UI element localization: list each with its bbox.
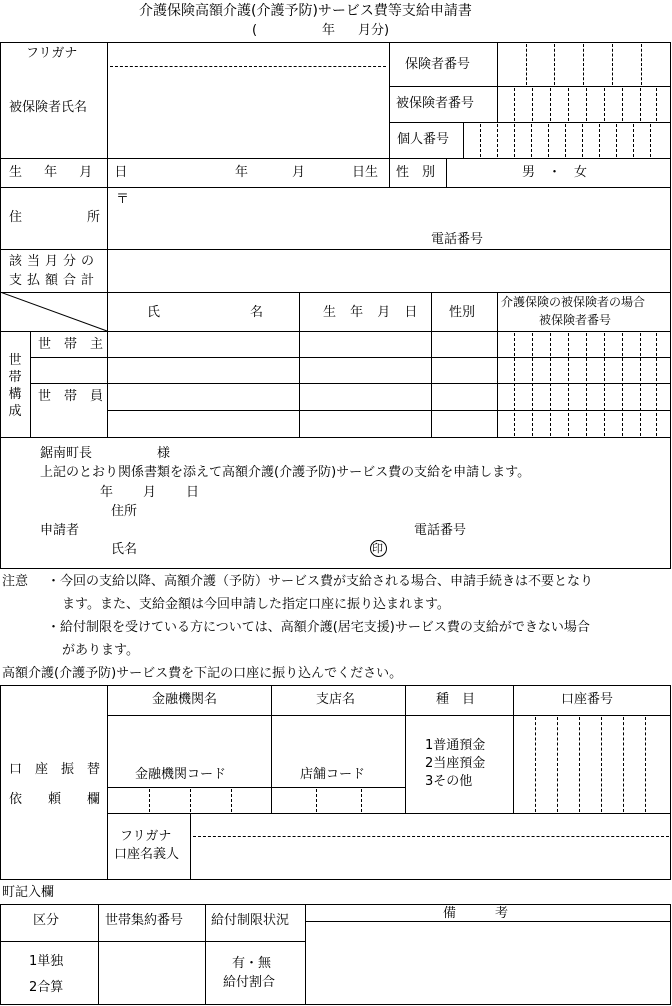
total-amount-field[interactable] <box>110 252 668 290</box>
diagonal-header-line <box>0 292 108 332</box>
kubun-header: 区分 <box>33 913 60 928</box>
request-address-label: 住所 <box>111 504 138 519</box>
restriction-option-2[interactable]: 給付割合 <box>223 975 276 990</box>
personal-no-label: 個人番号 <box>397 132 450 147</box>
request-month: 月 <box>143 485 157 500</box>
household-head-label: 世 帯 主 <box>38 337 104 352</box>
kubun-option-1[interactable]: 1単独 <box>29 954 64 969</box>
holder-label: 口座名義人 <box>114 847 180 862</box>
bank-name-field[interactable] <box>110 718 269 766</box>
postal-mark: 〒 <box>116 192 130 207</box>
bank-code-label: 金融機関コード <box>135 767 227 782</box>
household-side-label: 世 帯 構 成 <box>8 353 22 419</box>
remarks-header: 備 考 <box>443 906 509 921</box>
type-option-3[interactable]: 3その他 <box>425 774 473 789</box>
type-header: 種 目 <box>436 692 476 707</box>
branch-code-label: 店舗コード <box>300 767 366 782</box>
request-phone-label: 電話番号 <box>414 523 467 538</box>
applicant-label: 申請者 <box>40 523 80 538</box>
insured-name-field[interactable] <box>110 70 386 156</box>
insured-name-label: 被保険者氏名 <box>9 100 88 115</box>
total-label-1: 該当月分の <box>9 254 100 269</box>
bank-side-label-2: 依 頼 欄 <box>9 792 101 807</box>
setai-no-header: 世帯集約番号 <box>105 913 184 928</box>
seal-mark: 印 <box>370 540 387 557</box>
household-col-sex: 性別 <box>449 305 476 320</box>
sex-options[interactable]: 男 ・ 女 <box>522 165 588 180</box>
request-name-label: 氏名 <box>111 542 138 557</box>
insured-no-field[interactable] <box>498 87 670 121</box>
period-open: ( <box>252 23 258 38</box>
personal-no-field[interactable] <box>464 123 670 157</box>
household-col-birth: 生 年 月 日 <box>323 305 423 320</box>
note-1b: ます。また、支給金額は今回申請した指定口座に振り込まれます。 <box>62 597 450 612</box>
branch-header: 支店名 <box>316 692 356 707</box>
addressee: 鋸南町長 <box>40 446 93 461</box>
type-option-1[interactable]: 1普通預金 <box>425 738 486 753</box>
address-field[interactable] <box>128 190 668 230</box>
town-section-label: 町記入欄 <box>2 885 55 900</box>
insurer-no-label: 保険者番号 <box>405 57 471 72</box>
addressee-sama: 様 <box>157 446 171 461</box>
birth-year: 年 <box>235 165 249 180</box>
household-col-note-1: 介護保険の被保険者の場合 <box>501 295 646 309</box>
birth-label: 生 年 月 日 <box>9 165 137 180</box>
restriction-header: 給付制限状況 <box>211 913 290 928</box>
note-2a: ・給付制限を受けている方については、高額介護(居宅支援)サービス費の支給ができない場合 <box>47 620 590 635</box>
town-table <box>0 904 671 1005</box>
notes-label: 注意 <box>2 574 29 589</box>
kubun-option-2[interactable]: 2合算 <box>29 980 64 995</box>
period-year: 年 <box>322 23 336 38</box>
type-option-2[interactable]: 2当座預金 <box>425 756 486 771</box>
household-member-label: 世 帯 員 <box>38 389 104 404</box>
address-label-2: 所 <box>87 210 101 225</box>
restriction-option-1[interactable]: 有・無 <box>232 956 272 971</box>
bank-side-label-1: 口 座 振 替 <box>9 762 101 777</box>
birth-month: 月 <box>292 165 306 180</box>
request-year: 年 <box>100 485 114 500</box>
household-col-note-2: 被保険者番号 <box>539 313 612 327</box>
insured-no-label: 被保険者番号 <box>396 96 475 111</box>
household-col-name: 氏 <box>147 305 161 320</box>
form-title: 介護保険高額介護(介護予防)サービス費等支給申請書 <box>139 3 472 19</box>
birth-day: 日生 <box>352 165 379 180</box>
account-no-header: 口座番号 <box>561 692 614 707</box>
request-day: 日 <box>186 485 200 500</box>
holder-field[interactable] <box>193 840 669 878</box>
total-label-2: 支払額合計 <box>9 273 100 288</box>
sex-label: 性 別 <box>396 165 436 180</box>
account-no-field[interactable] <box>515 718 669 811</box>
holder-furigana-label: フリガナ <box>120 829 172 844</box>
note-1a: ・今回の支給以降、高額介護（予防）サービス費が支給される場合、申請手続きは不要となり <box>47 574 594 589</box>
request-body: 上記のとおり関係書類を添えて高額介護(介護予防)サービス費の支給を申請します。 <box>40 465 531 480</box>
branch-field[interactable] <box>274 718 403 766</box>
phone-label: 電話番号 <box>431 232 484 247</box>
bank-intro: 高額介護(介護予防)サービス費を下記の口座に振り込んでください。 <box>2 666 403 681</box>
insurer-no-field[interactable] <box>498 43 670 85</box>
note-2b: があります。 <box>62 643 139 658</box>
bank-name-header: 金融機関名 <box>152 692 218 707</box>
period-month: 月分) <box>358 23 390 38</box>
address-label: 住 <box>9 210 23 225</box>
household-col-name-2: 名 <box>250 305 264 320</box>
furigana-label: フリガナ <box>26 46 78 61</box>
